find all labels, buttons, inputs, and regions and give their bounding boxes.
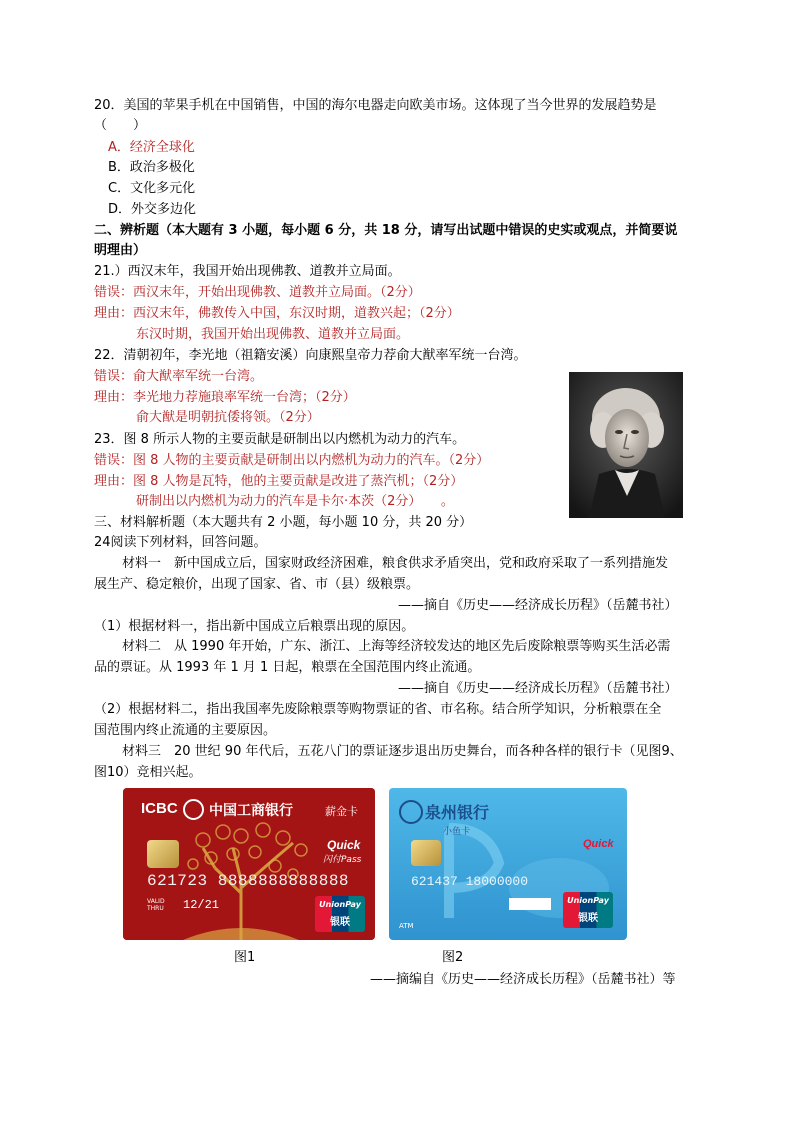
figure2-caption: 图2 [442, 950, 464, 965]
q24-question2-cont: 国范围内终止流通的主要原因。 [94, 723, 277, 738]
material3-text: 材料三 20 世纪 90 年代后，五花八门的票证逐步退出历史舞台，而各种各样的银行卡（见图9、 [122, 744, 683, 759]
q23-stem: 23．图 8 所示人物的主要贡献是研制出以内燃机为动力的汽车。 [94, 432, 466, 447]
unionpay-label: UnionPay [567, 896, 609, 905]
unionpay-cn-label: 银联 [578, 913, 598, 924]
section2-title-cont: 明理由） [94, 243, 147, 258]
q23-error: 错误：图 8 人物的主要贡献是研制出以内燃机为动力的汽车。（2分） [94, 453, 490, 468]
material1-text-cont: 展生产、稳定粮价，出现了国家、省、市（县）级粮票。 [94, 577, 420, 592]
material2-source: ——摘自《历史——经济成长历程》（岳麓书社） [398, 681, 678, 696]
icbc-card-image [123, 788, 375, 940]
figure1-caption: 图1 [234, 950, 256, 965]
q23-reason-cont: 研制出以内燃机为动力的汽车是卡尔·本茨（2分） 。 [136, 494, 454, 509]
quickpass-sub-label: 闪付Pass [323, 855, 362, 865]
chip-icon [411, 840, 441, 866]
section3-title: 三、材料解析题（本大题共有 2 小题，每小题 10 分，共 20 分） [94, 515, 473, 530]
q20-option-c: C．文化多元化 [108, 181, 196, 196]
quanzhou-bank-cn: 泉州银行 [425, 803, 490, 822]
quanzhou-card-image [389, 788, 627, 940]
quanzhou-logo-icon [399, 800, 423, 824]
material1-source: ——摘自《历史——经济成长历程》（岳麓书社） [398, 598, 678, 613]
q20-paren: （ ） [94, 118, 147, 133]
material2-text-cont: 品的票证。从 1993 年 1 月 1 日起，粮票在全国范围内终止流通。 [94, 660, 481, 675]
unionpay-logo-icon [315, 896, 365, 932]
atm-label: ATM [399, 922, 414, 930]
q22-reason: 理由：李光地力荐施琅率军统一台湾；（2分） [94, 390, 356, 405]
q20-option-d: D．外交多边化 [108, 202, 197, 217]
q20-stem: 20．美国的苹果手机在中国销售，中国的海尔电器走向欧美市场。这体现了当今世界的发展趋势是 [94, 98, 657, 113]
chip-icon [147, 840, 179, 868]
q22-error: 错误：俞大猷率军统一台湾。 [94, 369, 264, 384]
q24-stem: 24阅读下列材料，回答问题。 [94, 535, 267, 550]
q20-option-a: A．经济全球化 [108, 140, 195, 155]
q20-option-b: B．政治多极化 [108, 160, 195, 175]
quickpass-label: Quick [327, 838, 361, 852]
quickpass-label: Quick [583, 838, 614, 850]
icbc-card-type: 薪金卡 [325, 805, 358, 818]
icbc-bank-en: ICBC [141, 800, 178, 817]
material3-source: ——摘编自《历史——经济成长历程》（岳麓书社）等 [370, 972, 676, 987]
quanzhou-card-type: 小鱼卡 [443, 827, 471, 837]
q21-stem: 21.）西汉末年，我国开始出现佛教、道教并立局面。 [94, 264, 401, 279]
unionpay-cn-label: 银联 [330, 917, 350, 928]
signature-strip [509, 898, 551, 910]
material1-text: 材料一 新中国成立后，国家财政经济困难，粮食供求矛盾突出，党和政府采取了一系列措施发 [122, 556, 669, 571]
q22-stem: 22．清朝初年，李光地（祖籍安溪）向康熙皇帝力荐俞大猷率军统一台湾。 [94, 348, 527, 363]
q24-question1: （1）根据材料一，指出新中国成立后粮票出现的原因。 [94, 619, 415, 634]
icbc-expiry: 12/21 [183, 898, 220, 912]
q21-error: 错误：西汉末年，开始出现佛教、道教并立局面。（2分） [94, 285, 421, 300]
q22-reason-cont: 俞大猷是明朝抗倭将领。（2分） [136, 410, 320, 425]
icbc-logo-icon [183, 799, 204, 820]
unionpay-logo-icon [563, 892, 613, 928]
material2-text: 材料二 从 1990 年开始，广东、浙江、上海等经济较发达的地区先后废除粮票等购买生活必需 [122, 639, 671, 654]
icbc-card-number: 621723 8888888888888 [147, 872, 350, 890]
quanzhou-card-number: 621437 18000000 [411, 874, 529, 889]
icbc-bank-cn: 中国工商银行 [209, 803, 293, 819]
section2-title: 二、辨析题（本大题有 3 小题，每小题 6 分，共 18 分，请写出试题中错误的史实或观点，并简要说 [94, 223, 678, 238]
icbc-valid-label: VALID THRU [147, 898, 165, 912]
portrait-photo [569, 372, 683, 518]
portrait-illustration [569, 372, 683, 518]
q21-reason: 理由：西汉末年，佛教传入中国，东汉时期，道教兴起；（2分） [94, 306, 460, 321]
unionpay-label: UnionPay [319, 900, 361, 909]
material3-text-cont: 图10）竞相兴起。 [94, 765, 202, 780]
q21-reason-cont: 东汉时期，我国开始出现佛教、道教并立局面。 [136, 327, 410, 342]
q24-question2: （2）根据材料二，指出我国率先废除粮票等购物票证的省、市名称。结合所学知识，分析粮票在全 [94, 702, 662, 717]
q23-reason: 理由：图 8 人物是瓦特，他的主要贡献是改进了蒸汽机；（2分） [94, 474, 464, 489]
